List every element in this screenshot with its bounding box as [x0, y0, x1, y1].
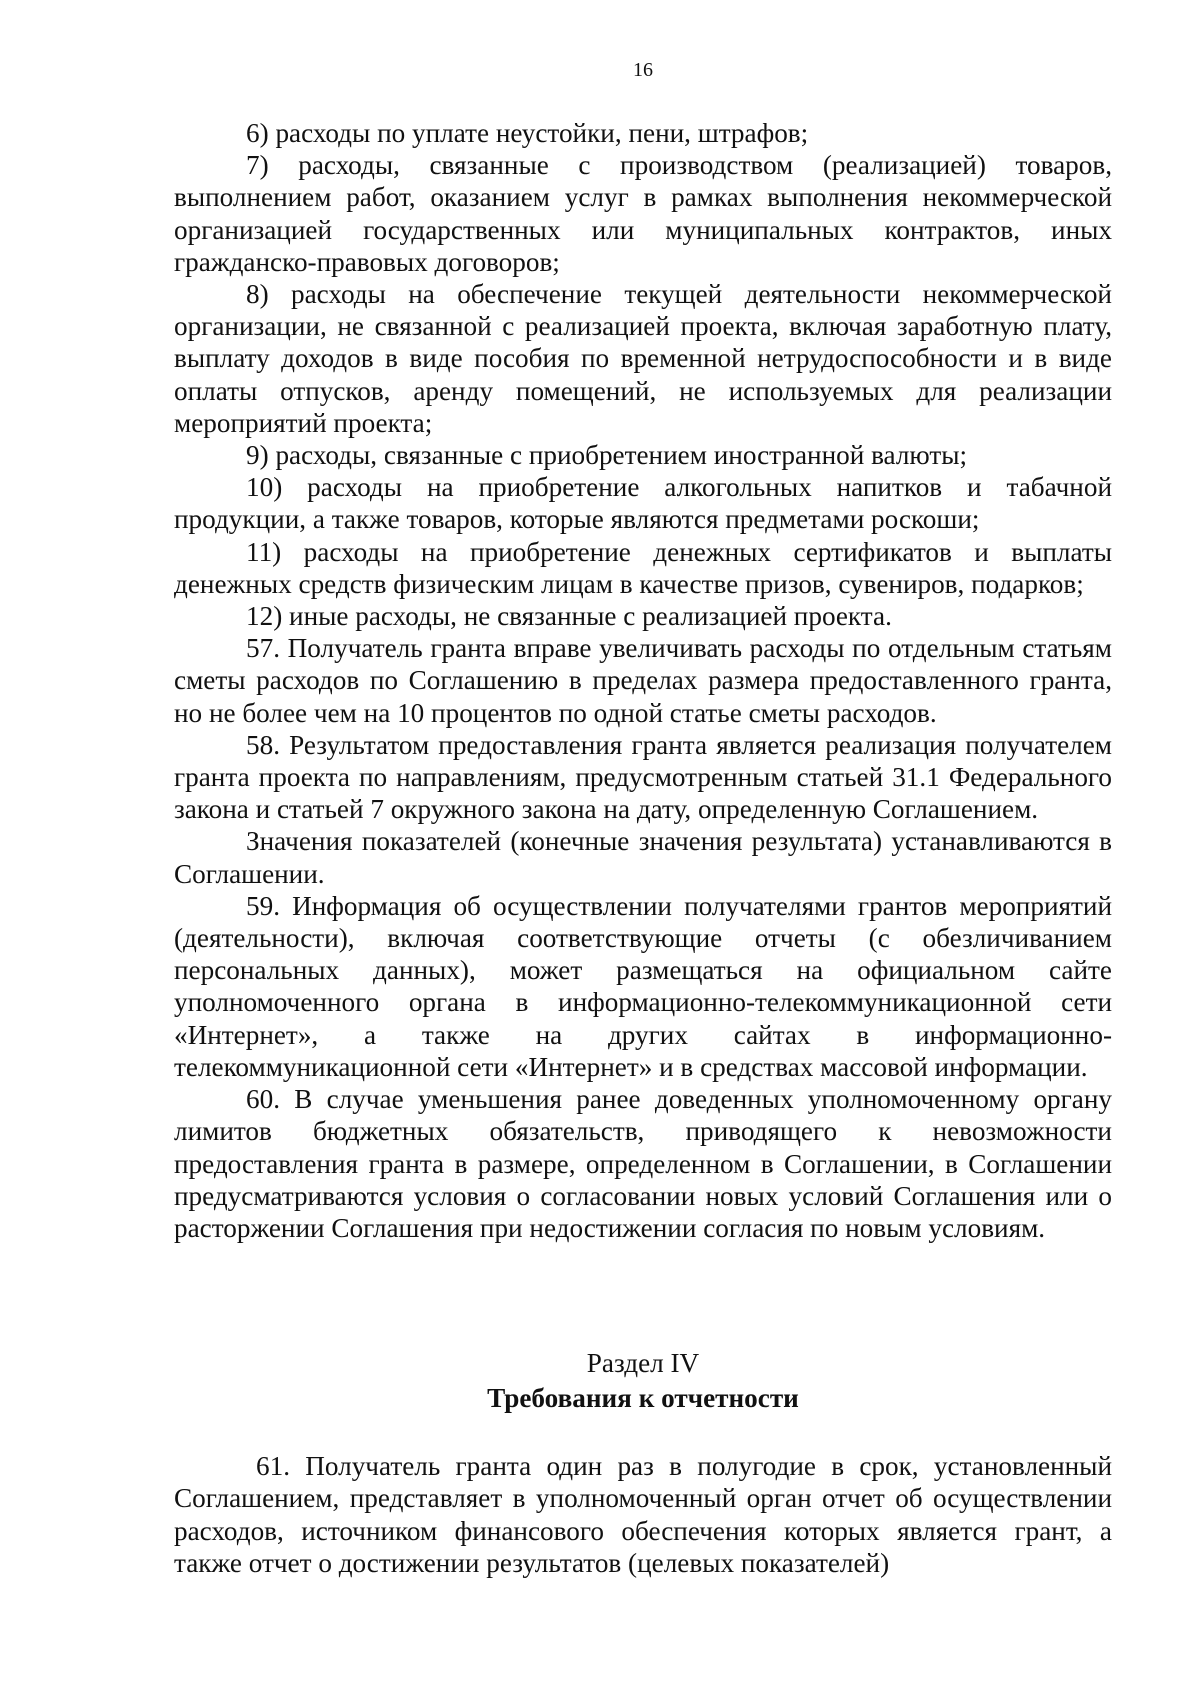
paragraph-59: 59. Информация об осуществлении получателями грантов мероприятий (деятельности), включая соответствующие отчеты (с обезличиванием персональных данных), может размещаться на официальном сайте уполномоченного органа в информационно-телекоммуникационной сети «Интернет», а также на других сайтах в информационно-телекоммуникационной сети «Интернет» и в средствах массовой информации. [174, 890, 1112, 1082]
paragraph-57: 57. Получатель гранта вправе увеличивать расходы по отдельным статьям сметы расходов по Соглашению в пределах размера предоставленного гранта, но не более чем на 10 процентов по одной статье сметы расходов. [174, 633, 1112, 728]
section-body [174, 1450, 1112, 1580]
paragraph-expense-11: 11) расходы на приобретение денежных сертификатов и выплаты денежных средств физическим лицам в качестве призов, сувениров, подарков; [174, 536, 1112, 599]
paragraph-61: 61. Получатель гранта один раз в полугодие в срок, установленный Соглашением, представляет в уполномоченный орган отчет об осуществлении расходов, источником финансового обеспечения которых является грант, а также отчет о достижении результатов (целевых показателей) [174, 1451, 1112, 1579]
paragraph-expense-12: 12) иные расходы, не связанные с реализацией проекта. [246, 601, 892, 632]
section-heading [174, 1346, 1112, 1416]
paragraph-expense-10: 10) расходы на приобретение алкогольных напитков и табачной продукции, а также товаров, которые являются предметами роскоши; [174, 472, 1112, 535]
paragraph-60: 60. В случае уменьшения ранее доведенных уполномоченному органу лимитов бюджетных обязательств, приводящего к невозможности предоставления гранта в размере, определенном в Соглашении, в Соглашении предусматриваются условия о согласовании новых условий Соглашения или о расторжении Соглашения при недостижении согласия по новым условиям. [174, 1084, 1112, 1243]
paragraph-58: 58. Результатом предоставления гранта является реализация получателем гранта проекта по направлениям, предусмотренным статьей 31.1 Федерального закона и статьей 7 окружного закона на дату, определенную Соглашением. [174, 729, 1112, 825]
document-body [174, 117, 1112, 1244]
paragraph-expense-6: 6) расходы по уплате неустойки, пени, штрафов; [246, 118, 809, 148]
section-label: Раздел IV [586, 1348, 700, 1378]
paragraph-indicators: Значения показателей (конечные значения результата) устанавливаются в Соглашении. [174, 826, 1112, 889]
paragraph-expense-9: 9) расходы, связанные с приобретением иностранной валюты; [246, 440, 968, 471]
page-number: 16 [633, 59, 653, 81]
paragraph-expense-7: 7) расходы, связанные с производством (реализацией) товаров, выполнением работ, оказанием услуг в рамках выполнения некоммерческой организацией государственных или муниципальных контрактов, иных гражданско-правовых договоров; [174, 150, 1112, 277]
section-title: Требования к отчетности [487, 1383, 799, 1413]
paragraph-expense-8: 8) расходы на обеспечение текущей деятельности некоммерческой организации, не связанной с реализацией проекта, включая заработную плату, выплату доходов в виде пособия по временной нетрудоспособности и в виде оплаты отпусков, аренду помещений, не используемых для реализации мероприятий проекта; [174, 279, 1112, 438]
